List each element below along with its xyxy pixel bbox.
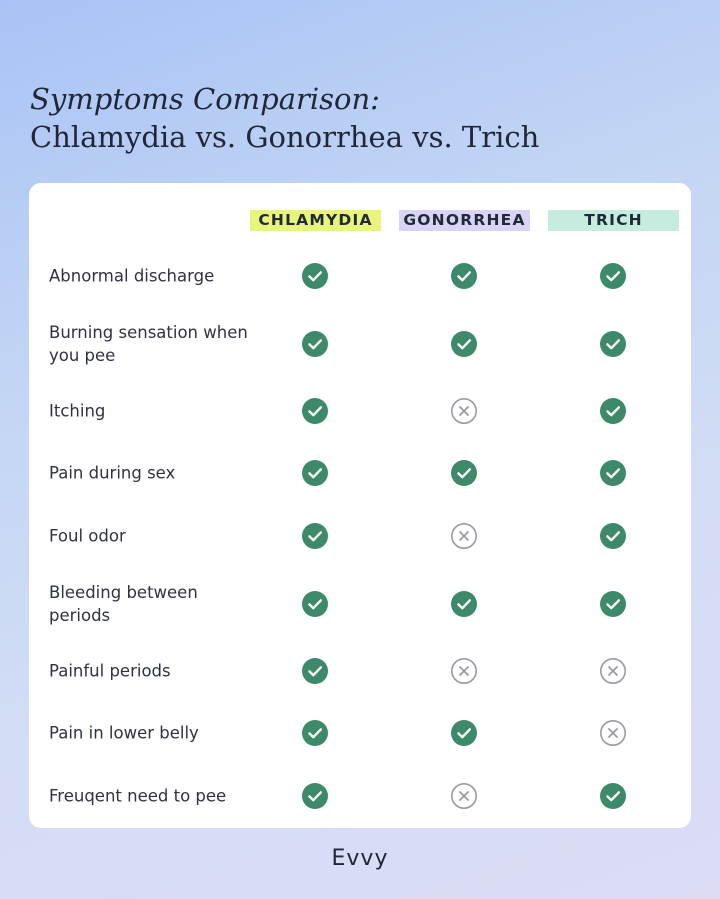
column-header-chlamydia: CHLAMYDIA [250,210,381,231]
symptom-label: Freuqent need to pee [49,786,227,806]
check-icon [599,522,627,550]
check-icon [450,590,478,618]
symptom-label: Itching [49,401,106,421]
check-icon [301,590,329,618]
check-icon [599,782,627,810]
table-row [29,306,691,381]
table-row [29,441,691,505]
table-row [29,381,691,441]
check-icon [301,459,329,487]
cross-icon [599,719,627,747]
check-icon [301,657,329,685]
check-icon [301,719,329,747]
check-icon [301,330,329,358]
table-row [29,765,691,827]
check-icon [599,262,627,290]
symptom-label: Abnormal discharge [49,266,215,286]
check-icon [301,782,329,810]
check-icon [450,262,478,290]
page-title [30,80,539,156]
cross-icon [450,657,478,685]
symptom-label: Pain during sex [49,463,176,483]
check-icon [301,262,329,290]
cross-icon [450,782,478,810]
check-icon [599,459,627,487]
table-row [29,567,691,641]
brand-logo: Evvy [331,846,389,871]
check-icon [599,397,627,425]
table-row [29,701,691,765]
symptom-label: Pain in lower belly [49,723,199,743]
check-icon [599,590,627,618]
check-icon [599,330,627,358]
comparison-card [29,183,691,828]
cross-icon [450,397,478,425]
check-icon [450,719,478,747]
table-row [29,246,691,306]
check-icon [301,397,329,425]
cross-icon [450,522,478,550]
check-icon [301,522,329,550]
title-line-1: Symptoms Comparison: [30,82,380,116]
table-row [29,505,691,567]
symptom-label: Bleeding between periods [49,583,198,625]
symptom-label: Burning sensation when you pee [49,322,248,365]
column-header-gonorrhea: GONORRHEA [399,210,530,231]
check-icon [450,459,478,487]
cross-icon [599,657,627,685]
table-row [29,641,691,701]
symptom-label: Painful periods [49,661,171,681]
check-icon [450,330,478,358]
column-header-trich: TRICH [548,210,679,231]
symptom-label: Foul odor [49,526,126,546]
title-line-2: Chlamydia vs. Gonorrhea vs. Trich [30,120,540,154]
